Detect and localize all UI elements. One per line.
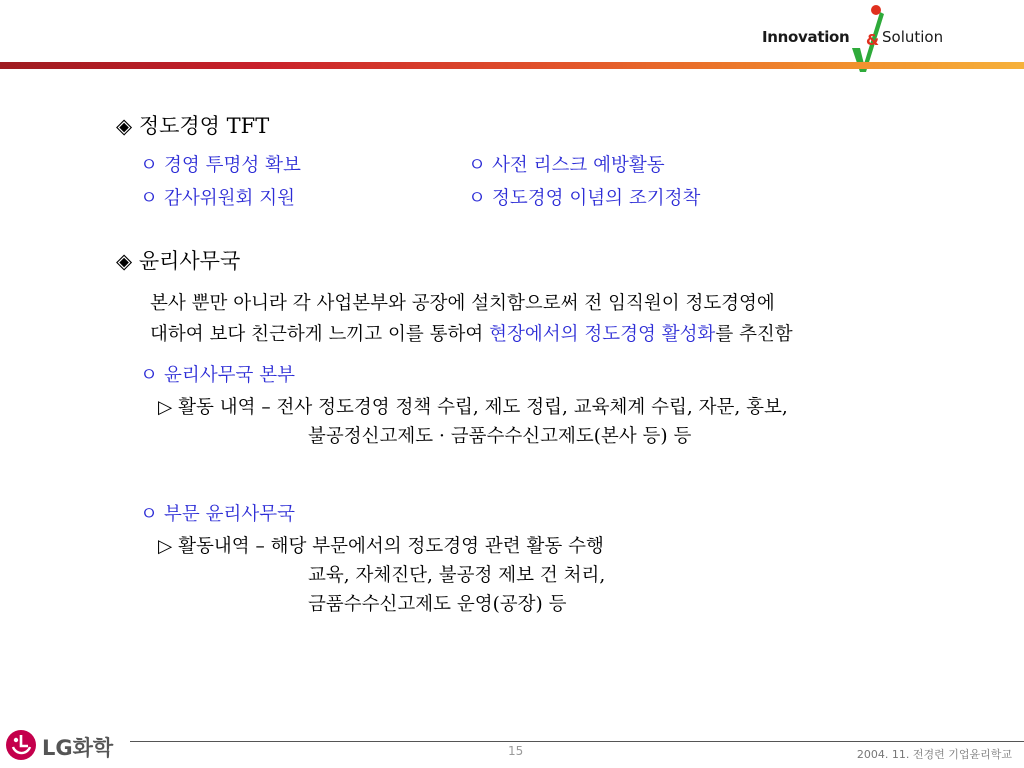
section-title-ethics-office: ◈ 윤리사무국 <box>116 249 241 273</box>
section-title-tft: ◈ 정도경영 TFT <box>116 114 270 138</box>
bullet-icon: ㅇ <box>140 188 158 209</box>
description-line: 본사 뿐만 아니라 각 사업본부와 공장에 설치함으로써 전 임직원이 정도경영에 <box>150 293 775 314</box>
activity-line: 불공정신고제도 · 금품수수신고제도(본사 등) 등 <box>308 426 692 447</box>
description-line: 대하여 보다 친근하게 느끼고 이를 통하여 현장에서의 정도경영 활성화를 추진함 <box>150 324 793 345</box>
bullet-icon: ㅇ <box>468 155 486 176</box>
bullet-icon: ㅇ <box>140 155 158 176</box>
footer-text: 2004. 11. 전경련 기업윤리학교 <box>856 748 1012 761</box>
innovation-solution-logo <box>760 14 960 68</box>
bullet-icon: ㅇ <box>140 504 158 525</box>
bullet-item: ㅇ 사전 리스크 예방활동 <box>468 155 665 176</box>
bullet-item: ㅇ 경영 투명성 확보 <box>140 155 301 176</box>
brand-word-innovation: Innovation <box>762 28 850 46</box>
bullet-icon: ㅇ <box>468 188 486 209</box>
bullet-icon: ㅇ <box>140 365 158 386</box>
activity-line: 금품수수신고제도 운영(공장) 등 <box>308 594 567 615</box>
brand-word-solution: Solution <box>882 28 944 46</box>
activity-line: ▷ 활동내역 – 해당 부문에서의 정도경영 관련 활동 수행 <box>158 536 604 557</box>
activity-line: 교육, 자체진단, 불공정 제보 건 처리, <box>308 565 606 586</box>
brand-ampersand: & <box>866 31 880 49</box>
lg-chem-logo <box>4 727 134 763</box>
subsection-title-division: ㅇ 부문 윤리사무국 <box>140 504 295 525</box>
footer-divider <box>130 741 1024 742</box>
page-number: 15 <box>508 744 524 758</box>
activity-line: ▷ 활동 내역 – 전사 정도경영 정책 수립, 제도 정립, 교육체계 수립, 자문, 홍보, <box>158 397 788 418</box>
highlight-text: 현장에서의 정도경영 활성화 <box>489 324 716 345</box>
bullet-item: ㅇ 감사위원회 지원 <box>140 188 295 209</box>
lg-logo-text: LG화학 <box>42 736 114 760</box>
header-gradient-bar <box>0 62 1024 69</box>
bullet-item: ㅇ 정도경영 이념의 조기정착 <box>468 188 701 209</box>
subsection-title-hq: ㅇ 윤리사무국 본부 <box>140 365 295 386</box>
